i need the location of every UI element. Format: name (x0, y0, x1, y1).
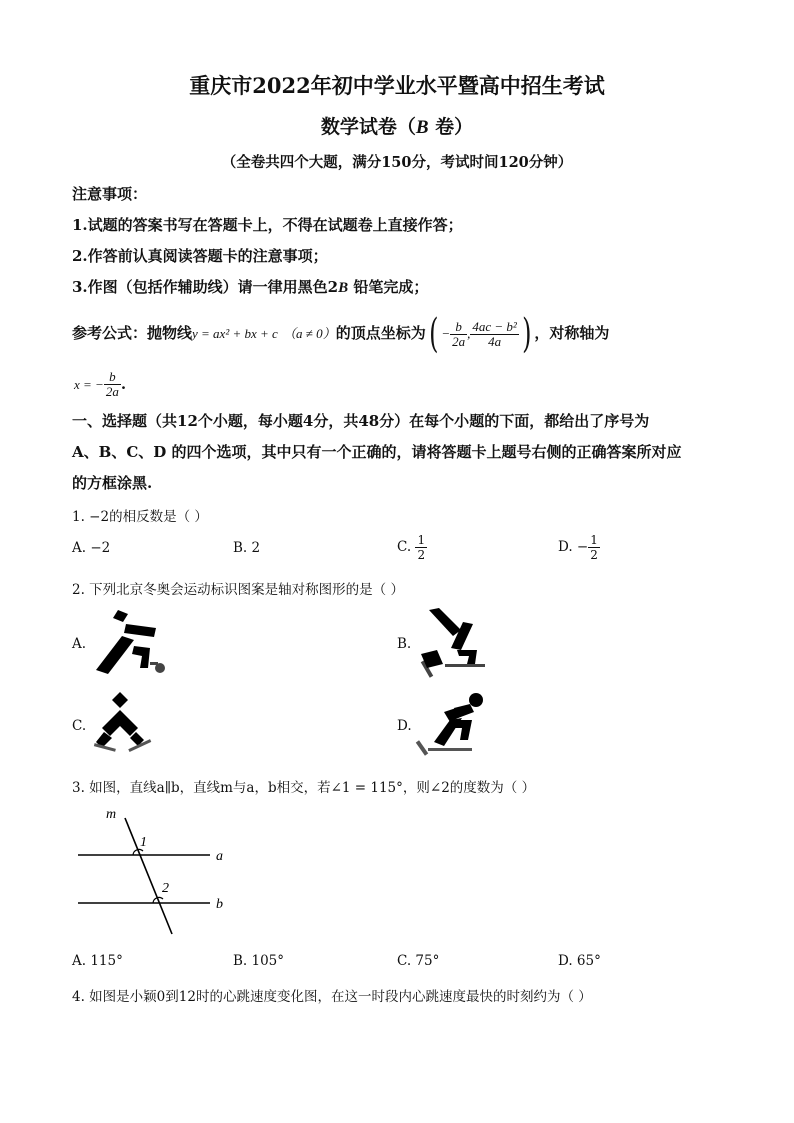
q1-option-b: B. 2 (233, 540, 261, 556)
q1-c-num: 1 (417, 533, 426, 547)
q3-stem: 3. 如图，直线a∥b，直线m与a，b相交，若∠1 = 115°，则∠2的度数为（ ） (72, 780, 536, 796)
q3-label-m: m (106, 807, 117, 822)
subtitle-end: 卷） (428, 116, 474, 138)
section1-line1: 一、选择题（共12个小题，每小题4分，共48分）在每个小题的下面，都给出了序号为 (72, 412, 650, 430)
formula-eq: y = ax² + bx + c (192, 326, 278, 341)
q3-label-a: a (216, 849, 223, 864)
note-item-3-b: B (338, 280, 349, 296)
exam-info: （全卷共四个大题，满分150分，考试时间120分钟） (221, 154, 573, 171)
q2-pictogram-b (415, 606, 495, 678)
q2-stem: 2. 下列北京冬奥会运动标识图案是轴对称图形的是（ ） (72, 582, 404, 598)
note-item-2: 2.作答前认真阅读答题卡的注意事项； (72, 247, 328, 265)
q2-option-a-label: A. (72, 636, 87, 652)
q1-d-den: 2 (590, 548, 598, 562)
formula-lead: 参考公式：抛物线 (72, 324, 193, 342)
section1-line2: A、B、C、D 的四个选项，其中只有一个正确的，请将答题卡上题号右侧的正确答案所对应 (72, 443, 682, 461)
note-item-3 (72, 276, 428, 297)
formula-mid: 的顶点坐标为 (335, 324, 426, 342)
axis-formula (74, 366, 126, 402)
q1-option-d (558, 532, 600, 562)
page-title: 重庆市2022年初中学业水平暨高中招生考试 (189, 73, 605, 98)
q4-stem: 4. 如图是小颖0到12时的心跳速度变化图，在这一时段内心跳速度最快的时刻约为（ ） (72, 989, 592, 1005)
axis-fraction (104, 370, 121, 399)
q3-label-b: b (216, 897, 223, 912)
q1-c-label: C. (397, 539, 412, 555)
formula-cond: （a ≠ 0） (283, 326, 336, 341)
subtitle-b: B (415, 117, 429, 138)
q1-d-label: D. − (558, 539, 589, 555)
vertex-comma: , (467, 326, 471, 341)
axis-lhs: x = − (74, 377, 104, 392)
q3-option-c: C. 75° (397, 953, 440, 969)
vertex-y-num: 4ac − b² (472, 318, 517, 334)
note-item-1: 1.试题的答案书写在答题卡上，不得在试题卷上直接作答； (72, 216, 463, 234)
vertex-y-den: 4a (488, 333, 502, 349)
axis-num: b (104, 370, 121, 385)
q2-option-b-label: B. (397, 636, 412, 652)
q2-pictogram-d (414, 690, 494, 760)
vertex-y-fraction (470, 320, 518, 349)
q1-option-c (397, 532, 427, 562)
q1-c-fraction (415, 533, 427, 562)
q3-option-a: A. 115° (72, 953, 123, 969)
q3-label-1: 1 (140, 835, 147, 850)
section1-line3: 的方框涂黑. (72, 474, 153, 492)
right-paren: ) (521, 311, 532, 357)
q2-pictogram-c (92, 688, 162, 760)
q3-label-2: 2 (162, 881, 169, 896)
notes-heading: 注意事项： (72, 185, 148, 203)
q2-option-c-label: C. (72, 718, 87, 734)
q3-figure (70, 800, 240, 940)
q1-c-den: 2 (417, 548, 426, 562)
page-subtitle (0, 112, 794, 139)
formula-line (72, 308, 609, 358)
note-item-3-end: 铅笔完成； (348, 278, 429, 296)
note-item-3-text: 3.作图（包括作辅助线）请一律用黑色2 (72, 278, 339, 296)
vertex-x-den: 2a (452, 333, 466, 349)
vertex-neg: − (441, 326, 451, 341)
q1-d-fraction (588, 533, 600, 562)
axis-den: 2a (105, 384, 119, 399)
formula-tail: ，对称轴为 (534, 324, 610, 342)
q3-option-d: D. 65° (558, 953, 601, 969)
axis-end: . (120, 375, 127, 393)
q3-option-b: B. 105° (233, 953, 285, 969)
subtitle-text: 数学试卷（ (320, 116, 416, 138)
q2-pictogram-a (90, 608, 170, 680)
q2-option-d-label: D. (397, 718, 412, 734)
q1-stem: 1. −2的相反数是（ ） (72, 509, 208, 525)
q1-option-a: A. −2 (72, 540, 111, 556)
vertex-x-fraction (450, 320, 467, 349)
left-paren: ( (428, 311, 439, 357)
q1-d-num: 1 (590, 533, 598, 547)
vertex-x-num: b (450, 320, 467, 335)
